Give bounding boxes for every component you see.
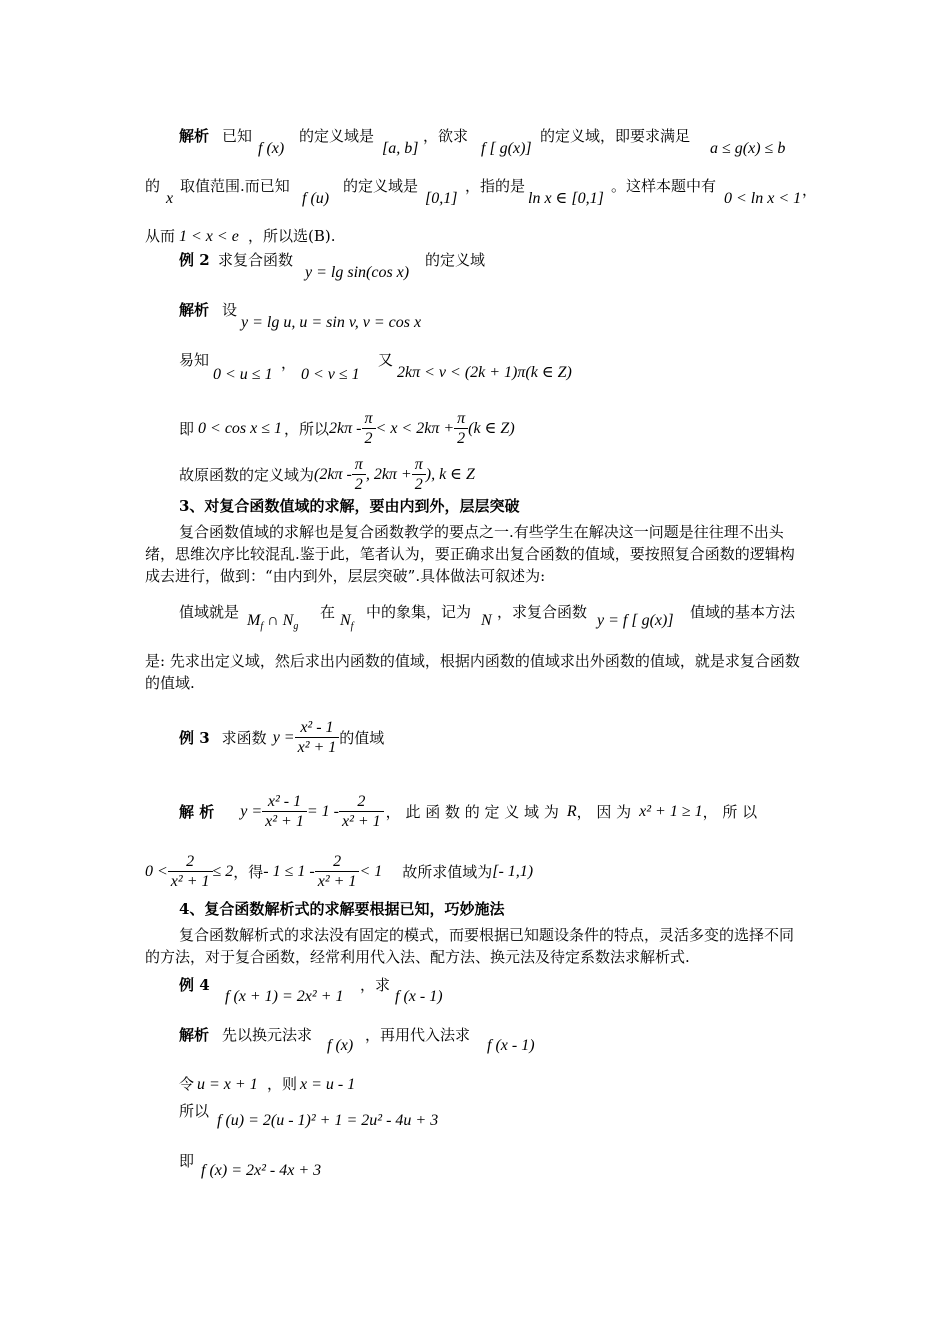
text: ，: [281, 354, 297, 372]
math: 0 < ln x < 1: [724, 190, 802, 207]
math: 2kπ < v < (2k + 1)π(k ∈ Z): [397, 364, 572, 381]
solution-label: 解析: [179, 301, 210, 319]
math: , 2kπ +: [365, 466, 412, 484]
math: 1 < x < e: [179, 228, 239, 245]
math: R: [566, 803, 577, 821]
math: - 1 ≤ 1 -: [263, 863, 315, 881]
text: 的定义域: [425, 251, 486, 269]
text: ，求: [360, 976, 391, 994]
solution-label: 解 析: [179, 802, 215, 821]
section-heading: 4、复合函数解析式的求解要根据已知，巧妙施法: [179, 900, 505, 918]
text: 又: [378, 351, 394, 369]
text: 的定义域是: [299, 127, 375, 145]
fraction: $\frac{2}{\text{x² + 1}}$: [168, 853, 213, 892]
text: 所以: [179, 1102, 210, 1120]
fraction: $\frac{\text{x² - 1}}{\text{x² + 1}}$: [262, 793, 307, 832]
math: f (x + 1) = 2x² + 1: [225, 988, 344, 1005]
solution-line: [179, 786, 757, 838]
text: 。这样本题中有: [611, 177, 717, 195]
text: 已知: [222, 127, 253, 145]
text: 中的象集，记为: [366, 603, 472, 621]
text: 令: [179, 1075, 195, 1093]
math: f (u) = 2(u - 1)² + 1 = 2u² - 4u + 3: [217, 1112, 439, 1129]
solution-label: 解析: [179, 127, 210, 145]
math: 2kπ -: [329, 420, 362, 438]
text: 易知: [179, 351, 210, 369]
result-line: [145, 846, 533, 898]
text: ，得: [233, 862, 264, 881]
text: ， 所 以: [702, 802, 758, 821]
example-label: 例 3: [179, 728, 210, 747]
math: f [ g(x)]: [481, 140, 532, 157]
math: = 1 -: [306, 803, 339, 821]
math: < 1: [359, 863, 383, 881]
text: 取值范围.而已知: [180, 177, 290, 195]
fraction: $\frac{\pi}{2}$: [412, 456, 426, 495]
equation-line: [179, 450, 475, 500]
math: x: [166, 190, 174, 207]
math: a ≤ g(x) ≤ b: [710, 140, 786, 157]
paragraph: 是: 先求出定义域，然后求出内函数的值域，根据内函数的值域求出外函数的值域，就是求复合函数的值域.: [145, 652, 800, 692]
math: y = lg sin(cos x): [305, 264, 410, 281]
text: 即: [179, 419, 195, 438]
text: 从而: [145, 227, 176, 245]
math: [0,1]: [425, 190, 458, 207]
math: $N_f$: [340, 612, 354, 633]
fraction: $\frac{2}{\text{x² + 1}}$: [315, 853, 360, 892]
math: x² + 1 ≥ 1: [639, 803, 703, 821]
text: 即: [179, 1152, 195, 1170]
math: $M_f$ ∩ $N_g$: [247, 612, 299, 633]
math: [a, b]: [382, 140, 419, 157]
math: ln x ∈ [0,1]: [528, 190, 604, 207]
text: 求复合函数: [218, 251, 294, 269]
math: y = f [ g(x)]: [597, 612, 674, 629]
text: 在: [320, 603, 336, 621]
math: ), k ∈ Z: [425, 466, 475, 484]
fraction: $\frac{\pi}{2}$: [362, 410, 376, 449]
text: ，指的是: [465, 177, 526, 195]
math: 0 <: [145, 863, 168, 881]
equation-line: [179, 404, 515, 454]
math: < x < 2kπ +: [375, 420, 455, 438]
math: (k ∈ Z): [468, 420, 515, 438]
math: f (x): [258, 140, 285, 157]
text: 的: [145, 177, 161, 195]
text: 值域的基本方法: [690, 603, 796, 621]
math: y = lg u, u = sin v, v = cos x: [241, 314, 422, 331]
math: N: [481, 612, 492, 629]
math: 0 < u ≤ 1: [213, 366, 273, 383]
example-label: 例 4: [179, 976, 210, 994]
math: f (x - 1): [395, 988, 443, 1005]
math: f (x - 1): [487, 1037, 535, 1054]
example-label: 例 2: [179, 251, 210, 269]
fraction: $\frac{\pi}{2}$: [352, 456, 366, 495]
paragraph: 复合函数值域的求解也是复合函数教学的要点之一.有些学生在解决这一问题是往往理不出头绪，思维次序比较混乱.鉴于此，笔者认为，要正确求出复合函数的值域，要按照复合函数的逻辑构成去进行，做到：“由内到外，层层突破”.具体做法可叙述为:: [145, 523, 795, 585]
text: ，欲求: [423, 127, 469, 145]
math: x = u - 1: [300, 1076, 356, 1093]
paragraph: 复合函数解析式的求法没有固定的模式，而要根据已知题设条件的特点，灵活多变的选择不同的方法，对于复合函数，经常利用代入法、配方法、换元法及待定系数法求解析式.: [145, 926, 795, 966]
fraction: $\frac{\text{x² - 1}}{\text{x² + 1}}$: [295, 719, 340, 758]
section-heading: 3、对复合函数值域的求解，要由内到外，层层突破: [179, 497, 520, 515]
text: ，求复合函数: [497, 603, 588, 621]
math: f (x): [327, 1037, 354, 1054]
text: ， 因 为: [576, 802, 632, 821]
text: 的定义域，即要求满足: [540, 127, 691, 145]
text: 故原函数的定义域为: [179, 465, 315, 484]
example-line: [179, 710, 384, 766]
text: ，: [802, 181, 818, 199]
math: (2kπ -: [314, 466, 352, 484]
math: [- 1,1): [492, 863, 534, 881]
text: ， 此 函 数 的 定 义 域 为: [385, 802, 559, 821]
fraction: $\frac{2}{\text{x² + 1}}$: [339, 793, 384, 832]
text: 先以换元法求: [222, 1026, 313, 1044]
math: y =: [240, 803, 263, 821]
text: 值域就是: [179, 603, 240, 621]
fraction: $\frac{\pi}{2}$: [454, 410, 468, 449]
text: ，则: [267, 1075, 298, 1093]
text: 故所求值域为: [402, 862, 493, 881]
math: f (x) = 2x² - 4x + 3: [201, 1162, 322, 1179]
text: ，再用代入法求: [365, 1026, 471, 1044]
solution-label: 解析: [179, 1026, 210, 1044]
math: u = x + 1: [197, 1076, 258, 1093]
text: 的定义域是: [343, 177, 419, 195]
math: ≤ 2: [212, 863, 234, 881]
text: 设: [222, 301, 238, 319]
text: 的值域: [339, 728, 385, 747]
math: 0 < cos x ≤ 1: [198, 420, 283, 438]
math: 0 < v ≤ 1: [301, 366, 360, 383]
text: ，所以选(B).: [248, 227, 336, 245]
math: y =: [272, 729, 295, 747]
text: ，所以: [284, 419, 330, 438]
math: f (u): [302, 190, 330, 207]
text: 求函数: [221, 728, 267, 747]
